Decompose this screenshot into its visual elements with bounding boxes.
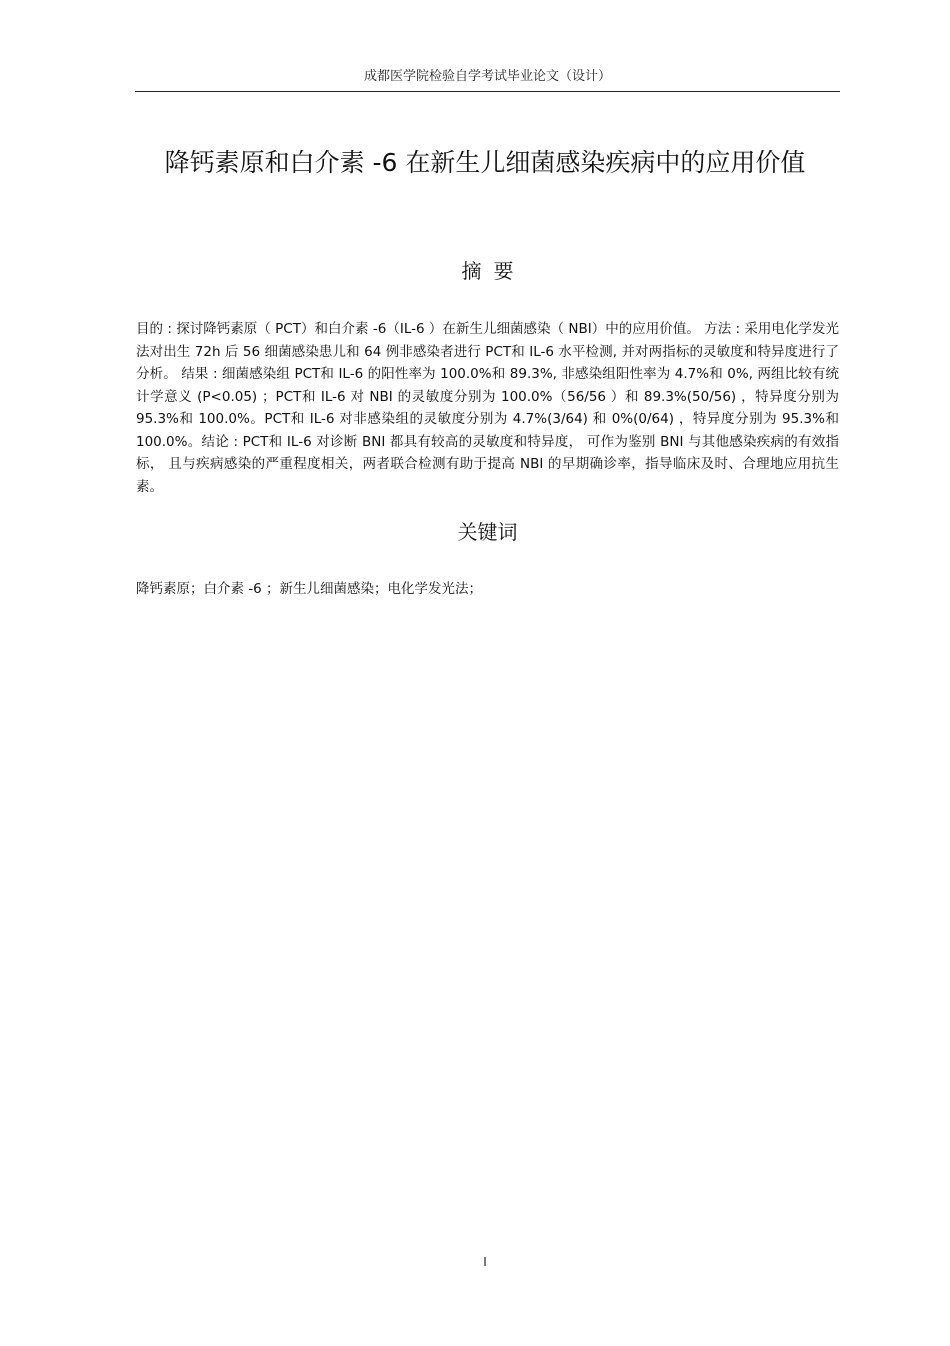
- keywords-heading: 关键词: [457, 520, 518, 544]
- paper-title: 降钙素原和白介素 -6 在新生儿细菌感染疾病中的应用价值: [164, 148, 806, 177]
- keywords-body: 降钙素原；白介素 -6 ；新生儿细菌感染；电化学发光法；: [136, 581, 483, 597]
- header-rule: [135, 91, 840, 92]
- page-number: I: [483, 1255, 487, 1269]
- abstract-body: 目的 : 探讨降钙素原（ PCT）和白介素 -6（IL-6 ）在新生儿细菌感染（ NBI）中的应用价值。 方法 : 采用电化学发光法对出生 72h 后 56 细菌感染患儿和 64 例非感染者进行 PCT和 IL-6 水平检测, 并对两指标的灵敏度和特异度进行了分析。 结果 : 细菌感染组 PCT和 IL-6 的阳性率为 100.0%和 89.3%, 非感染组阳性率为 4.7%和 0%, 两组比较有统计学意义 (P<0.05) ；PCT和 IL-6 对 NBI 的灵敏度分别为 100.0%（56/56 ）和 89.3%(50/56) ，特异度分别为 95.3%和 100.0%。PCT和 IL-6 对非感染组的灵敏度分别为 4.7%(3/64) 和 0%(0/64) ，特异度分别为 95.3%和 100.0%。结论 : PCT和 IL-6 对诊断 BNI 都具有较高的灵敏度和特异度， 可作为鉴别 BNI 与其他感染疾病的有效指标， 且与疾病感染的严重程度相关，两者联合检测有助于提高 NBI 的早期确诊率，指导临床及时、合理地应用抗生素。: [136, 321, 839, 495]
- abstract-heading: 摘要: [461, 259, 526, 283]
- running-header: 成都医学院检验自学考试毕业论文（设计）: [363, 69, 611, 84]
